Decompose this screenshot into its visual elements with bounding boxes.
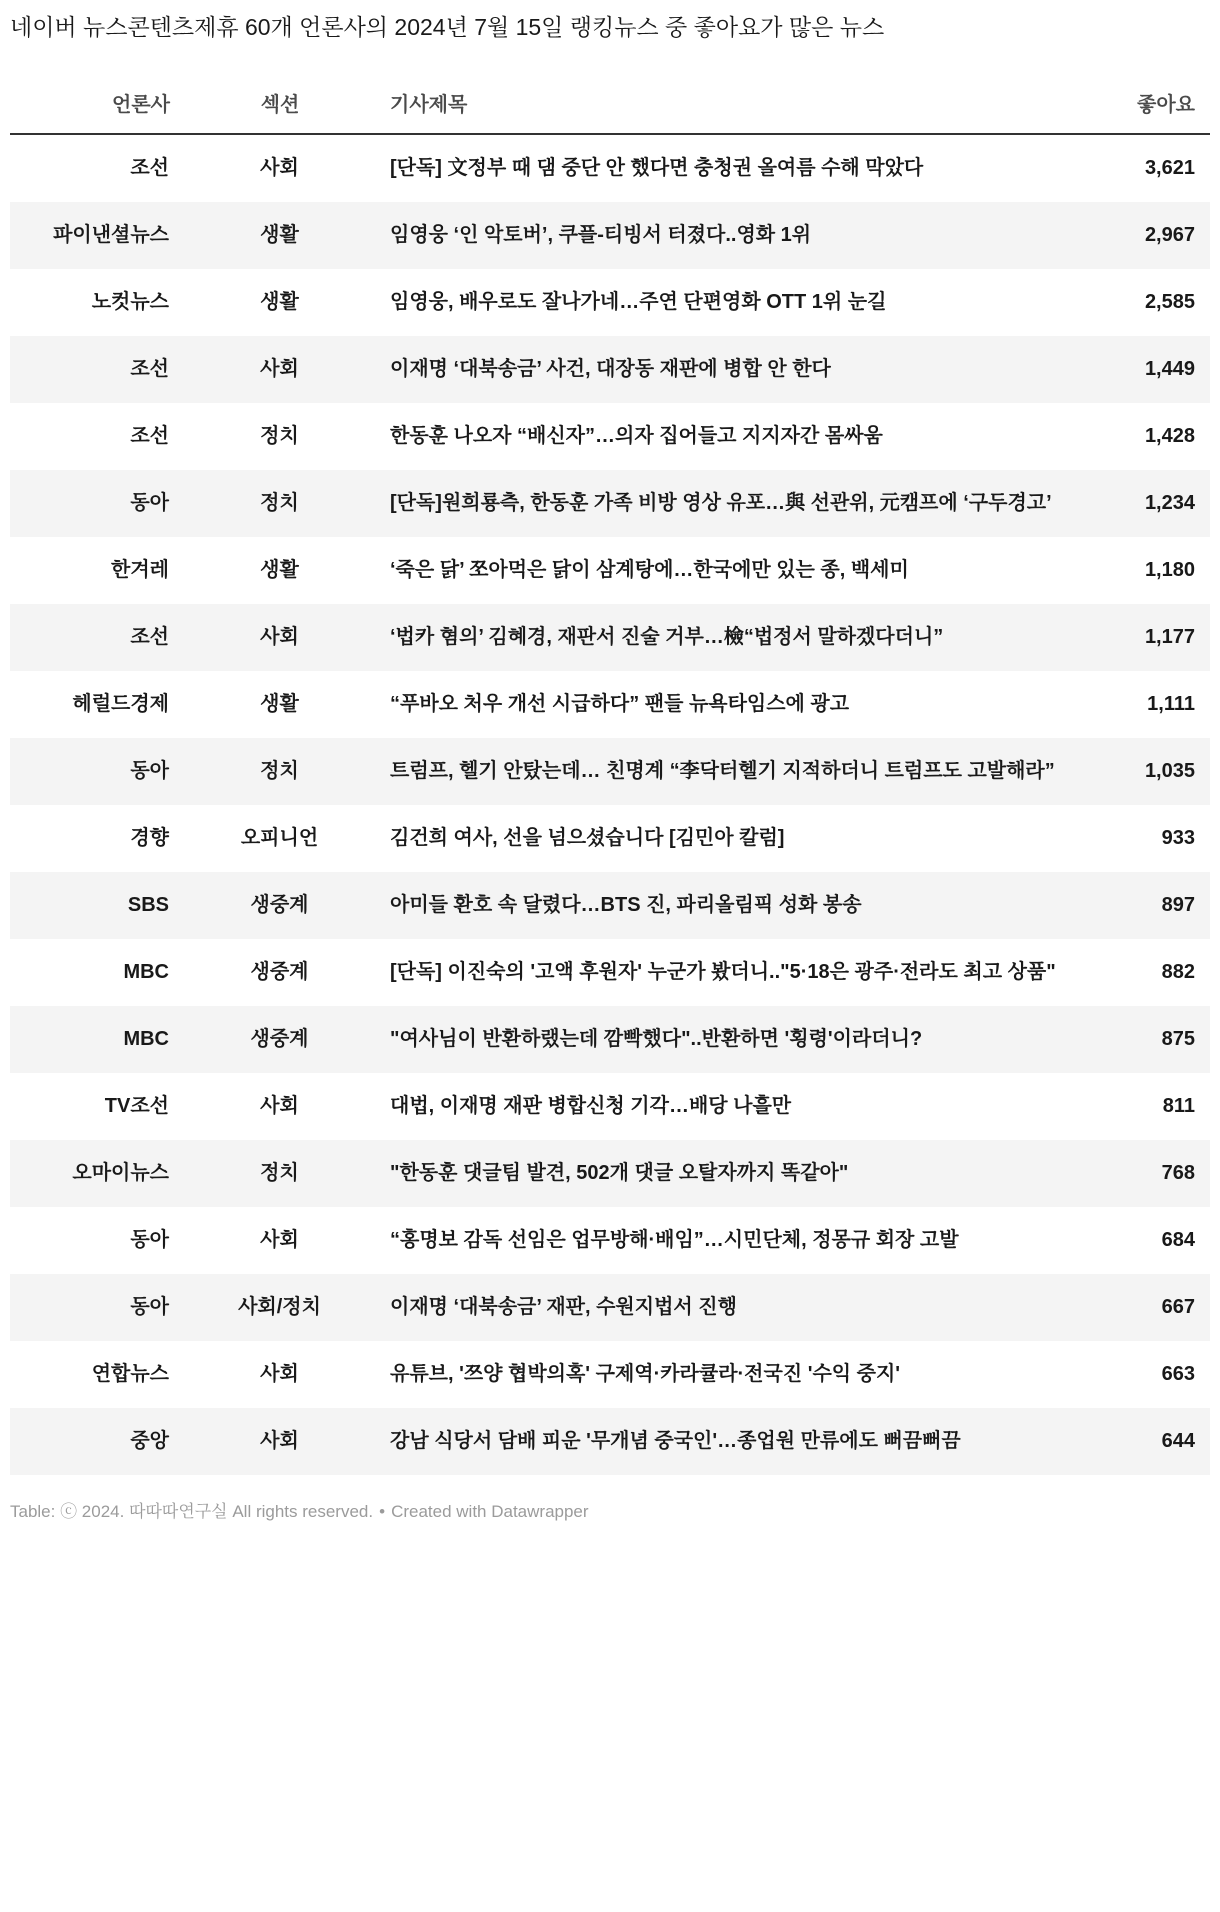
section-cell: 생활 [260, 291, 299, 313]
outlet-cell: 연합뉴스 [91, 1363, 169, 1385]
table-row [10, 1341, 1210, 1408]
likes-cell: 644 [1161, 1430, 1195, 1452]
outlet-cell: 오마이뉴스 [72, 1162, 169, 1184]
attribution-text: Table: ⓒ 2024. 따따따연구실 All rights reserved. [10, 1502, 374, 1521]
likes-cell: 663 [1161, 1363, 1195, 1385]
section-cell: 사회 [260, 626, 299, 648]
outlet-cell: 동아 [130, 1296, 169, 1318]
headline-cell: 이재명 ‘대북송금’ 재판, 수원지법서 진행 [390, 1296, 737, 1318]
outlet-cell: 동아 [130, 492, 169, 514]
table-row [10, 805, 1210, 872]
headline-cell: "한동훈 댓글팀 발견, 502개 댓글 오탈자까지 똑같아" [390, 1162, 849, 1184]
outlet-cell: 헤럴드경제 [72, 693, 169, 715]
table-row [10, 470, 1210, 537]
headline-cell: 유튜브, '쯔양 협박의혹' 구제역·카라큘라·전국진 '수익 중지' [390, 1363, 901, 1385]
likes-cell: 1,177 [1144, 626, 1195, 648]
table-row [10, 537, 1210, 604]
likes-cell: 1,428 [1144, 425, 1195, 447]
section-cell: 생중계 [250, 894, 309, 916]
likes-cell: 768 [1161, 1162, 1195, 1184]
section-cell: 생중계 [250, 961, 309, 983]
likes-cell: 933 [1161, 827, 1195, 849]
table-footer [10, 1501, 1210, 1523]
table-row [10, 1073, 1210, 1140]
outlet-cell: 중앙 [130, 1430, 169, 1452]
outlet-cell: 노컷뉴스 [91, 291, 169, 313]
likes-cell: 811 [1162, 1095, 1195, 1117]
likes-cell: 1,035 [1144, 760, 1195, 782]
footer-separator: • [379, 1502, 386, 1521]
outlet-cell: 조선 [130, 157, 169, 179]
section-cell: 정치 [260, 1162, 299, 1184]
likes-cell: 2,585 [1144, 291, 1195, 313]
outlet-cell: 조선 [130, 626, 169, 648]
table-row [10, 939, 1210, 1006]
headline-cell: ‘죽은 닭’ 쪼아먹은 닭이 삼계탕에…한국에만 있는 종, 백세미 [390, 559, 909, 581]
table-row [10, 1006, 1210, 1073]
table-row [10, 1140, 1210, 1207]
headline-cell: 강남 식당서 담배 피운 '무개념 중국인'…종업원 만류에도 뻐끔뻐끔 [390, 1430, 961, 1452]
section-cell: 생활 [260, 559, 299, 581]
likes-cell: 875 [1161, 1028, 1195, 1050]
headline-cell: 한동훈 나오자 “배신자”…의자 집어들고 지지자간 몸싸움 [390, 425, 883, 447]
section-cell: 사회 [260, 1095, 299, 1117]
likes-cell: 882 [1161, 961, 1195, 983]
table-row [10, 269, 1210, 336]
datawrapper-credit-link[interactable]: Created with Datawrapper [391, 1502, 589, 1521]
column-header-section: 섹션 [170, 88, 328, 134]
likes-cell: 1,234 [1144, 492, 1195, 514]
table-row [10, 1207, 1210, 1274]
header-row [10, 88, 1210, 134]
section-cell: 정치 [260, 760, 299, 782]
headline-cell: [단독] 文정부 때 댐 중단 안 했다면 충청권 올여름 수해 막았다 [390, 157, 924, 179]
outlet-cell: 동아 [130, 1229, 169, 1251]
headline-cell: ‘법카 혐의’ 김혜경, 재판서 진술 거부…檢“법정서 말하겠다더니” [390, 626, 944, 648]
section-cell: 사회/정치 [238, 1296, 321, 1318]
page-title: 네이버 뉴스콘텐츠제휴 60개 언론사의 2024년 7월 15일 랭킹뉴스 중 좋아요가 많은 뉴스 [10, 14, 885, 40]
section-cell: 정치 [260, 492, 299, 514]
headline-cell: “푸바오 처우 개선 시급하다” 팬들 뉴욕타임스에 광고 [390, 693, 850, 715]
headline-cell: "여사님이 반환하랬는데 깜빡했다"..반환하면 '횡령'이라더니? [390, 1028, 923, 1050]
likes-cell: 1,449 [1144, 358, 1195, 380]
table-header [10, 88, 1210, 134]
headline-cell: 김건희 여사, 선을 넘으셨습니다 [김민아 칼럼] [390, 827, 785, 849]
likes-cell: 3,621 [1144, 157, 1195, 179]
section-cell: 사회 [260, 1430, 299, 1452]
section-cell: 사회 [260, 1363, 299, 1385]
outlet-cell: 동아 [130, 760, 169, 782]
section-cell: 생활 [260, 693, 299, 715]
section-cell: 사회 [260, 157, 299, 179]
likes-cell: 1,180 [1144, 559, 1195, 581]
section-cell: 사회 [260, 358, 299, 380]
ranking-table [10, 88, 1210, 1475]
outlet-cell: 조선 [130, 425, 169, 447]
section-cell: 생활 [260, 224, 299, 246]
table-row [10, 872, 1210, 939]
outlet-cell: MBC [123, 1028, 169, 1050]
outlet-cell: 한겨레 [111, 559, 169, 581]
headline-cell: [단독]원희룡측, 한동훈 가족 비방 영상 유포…與 선관위, 元캠프에 ‘구두경고’ [390, 492, 1052, 514]
table-row [10, 671, 1210, 738]
outlet-cell: 조선 [130, 358, 169, 380]
headline-cell: 임영웅, 배우로도 잘나가네…주연 단편영화 OTT 1위 눈길 [390, 291, 887, 313]
table-row [10, 604, 1210, 671]
likes-cell: 684 [1161, 1229, 1195, 1251]
outlet-cell: MBC [123, 961, 169, 983]
headline-cell: 대법, 이재명 재판 병합신청 기각…배당 나흘만 [390, 1095, 792, 1117]
table-row [10, 1408, 1210, 1475]
headline-cell: 트럼프, 헬기 안탔는데… 친명계 “李닥터헬기 지적하더니 트럼프도 고발해라” [390, 760, 1055, 782]
table-row [10, 202, 1210, 269]
section-cell: 생중계 [250, 1028, 309, 1050]
table-row [10, 336, 1210, 403]
headline-cell: 이재명 ‘대북송금’ 사건, 대장동 재판에 병합 안 한다 [390, 358, 831, 380]
headline-cell: [단독] 이진숙의 '고액 후원자' 누군가 봤더니.."5·18은 광주·전라도 최고 상품" [390, 961, 1056, 983]
outlet-cell: 경향 [130, 827, 169, 849]
table-row [10, 738, 1210, 805]
headline-cell: 임영웅 ‘인 악토버’, 쿠플-티빙서 터졌다..영화 1위 [390, 224, 812, 246]
likes-cell: 667 [1161, 1296, 1195, 1318]
headline-cell: “홍명보 감독 선임은 업무방해·배임”…시민단체, 정몽규 회장 고발 [390, 1229, 959, 1251]
headline-cell: 아미들 환호 속 달렸다…BTS 진, 파리올림픽 성화 봉송 [390, 894, 862, 916]
table-row [10, 403, 1210, 470]
column-header-outlet: 언론사 [10, 88, 170, 134]
section-cell: 사회 [260, 1229, 299, 1251]
section-cell: 오피니언 [240, 827, 319, 849]
table-body [10, 134, 1210, 1475]
likes-cell: 1,111 [1147, 693, 1195, 715]
likes-cell: 2,967 [1144, 224, 1195, 246]
outlet-cell: SBS [127, 894, 169, 916]
outlet-cell: 파이낸셜뉴스 [53, 224, 169, 246]
column-header-headline: 기사제목 [328, 88, 1100, 134]
table-row [10, 134, 1210, 202]
likes-cell: 897 [1161, 894, 1195, 916]
section-cell: 정치 [260, 425, 299, 447]
table-row [10, 1274, 1210, 1341]
outlet-cell: TV조선 [104, 1095, 169, 1117]
column-header-likes: 좋아요 [1100, 88, 1210, 134]
